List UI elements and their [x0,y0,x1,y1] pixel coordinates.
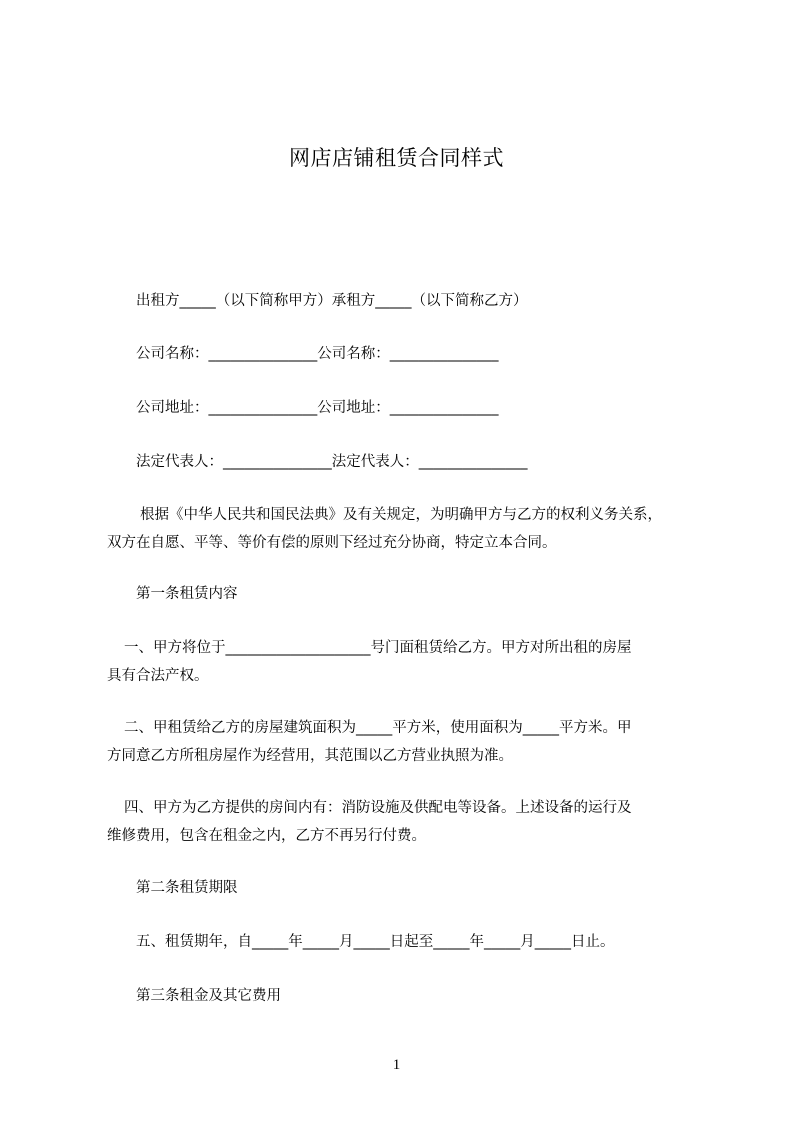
clause-2-line-2: 方同意乙方所租房屋作为经营用，其范围以乙方营业执照为准。 [107,748,513,764]
intro-paragraph-line-2: 双方在自愿、平等、等价有偿的原则下经过充分协商，特定立本合同。 [107,535,557,551]
page-number: 1 [392,1057,401,1073]
intro-paragraph-line-1: 根据《中华人民共和国民法典》及有关规定，为明确甲方与乙方的权利义务关系， [140,507,662,523]
clause-2-line-1: 二、甲租赁给乙方的房屋建筑面积为_____平方米，使用面积为_____平方米。甲 [124,720,632,736]
clause-4-line-2: 维修费用，包含在租金之内，乙方不再另行付费。 [107,828,426,844]
company-name-line: 公司名称：_______________公司名称：_______________ [136,346,499,362]
article-1-heading: 第一条租赁内容 [136,586,238,602]
article-2-heading: 第二条租赁期限 [136,880,238,896]
legal-representative-line: 法定代表人：_______________法定代表人：_______________ [136,454,528,470]
article-3-heading: 第三条租金及其它费用 [136,988,281,1004]
clause-4-line-1: 四、甲方为乙方提供的房间内有：消防设施及供配电等设备。上述设备的运行及 [124,800,632,816]
clause-1-line-2: 具有合法产权。 [107,668,209,684]
clause-1-line-1: 一、甲方将位于____________________号门面租赁给乙方。甲方对所出租的房屋 [124,640,632,656]
company-address-line: 公司地址：_______________公司地址：_______________ [136,400,499,416]
clause-5-line: 五、租赁期年，自_____年_____月_____日起至_____年_____月_____日止。 [136,934,615,950]
page-title: 网店店铺租赁合同样式 [289,146,504,170]
parties-line: 出租方_____（以下简称甲方）承租方_____（以下简称乙方） [136,293,528,309]
